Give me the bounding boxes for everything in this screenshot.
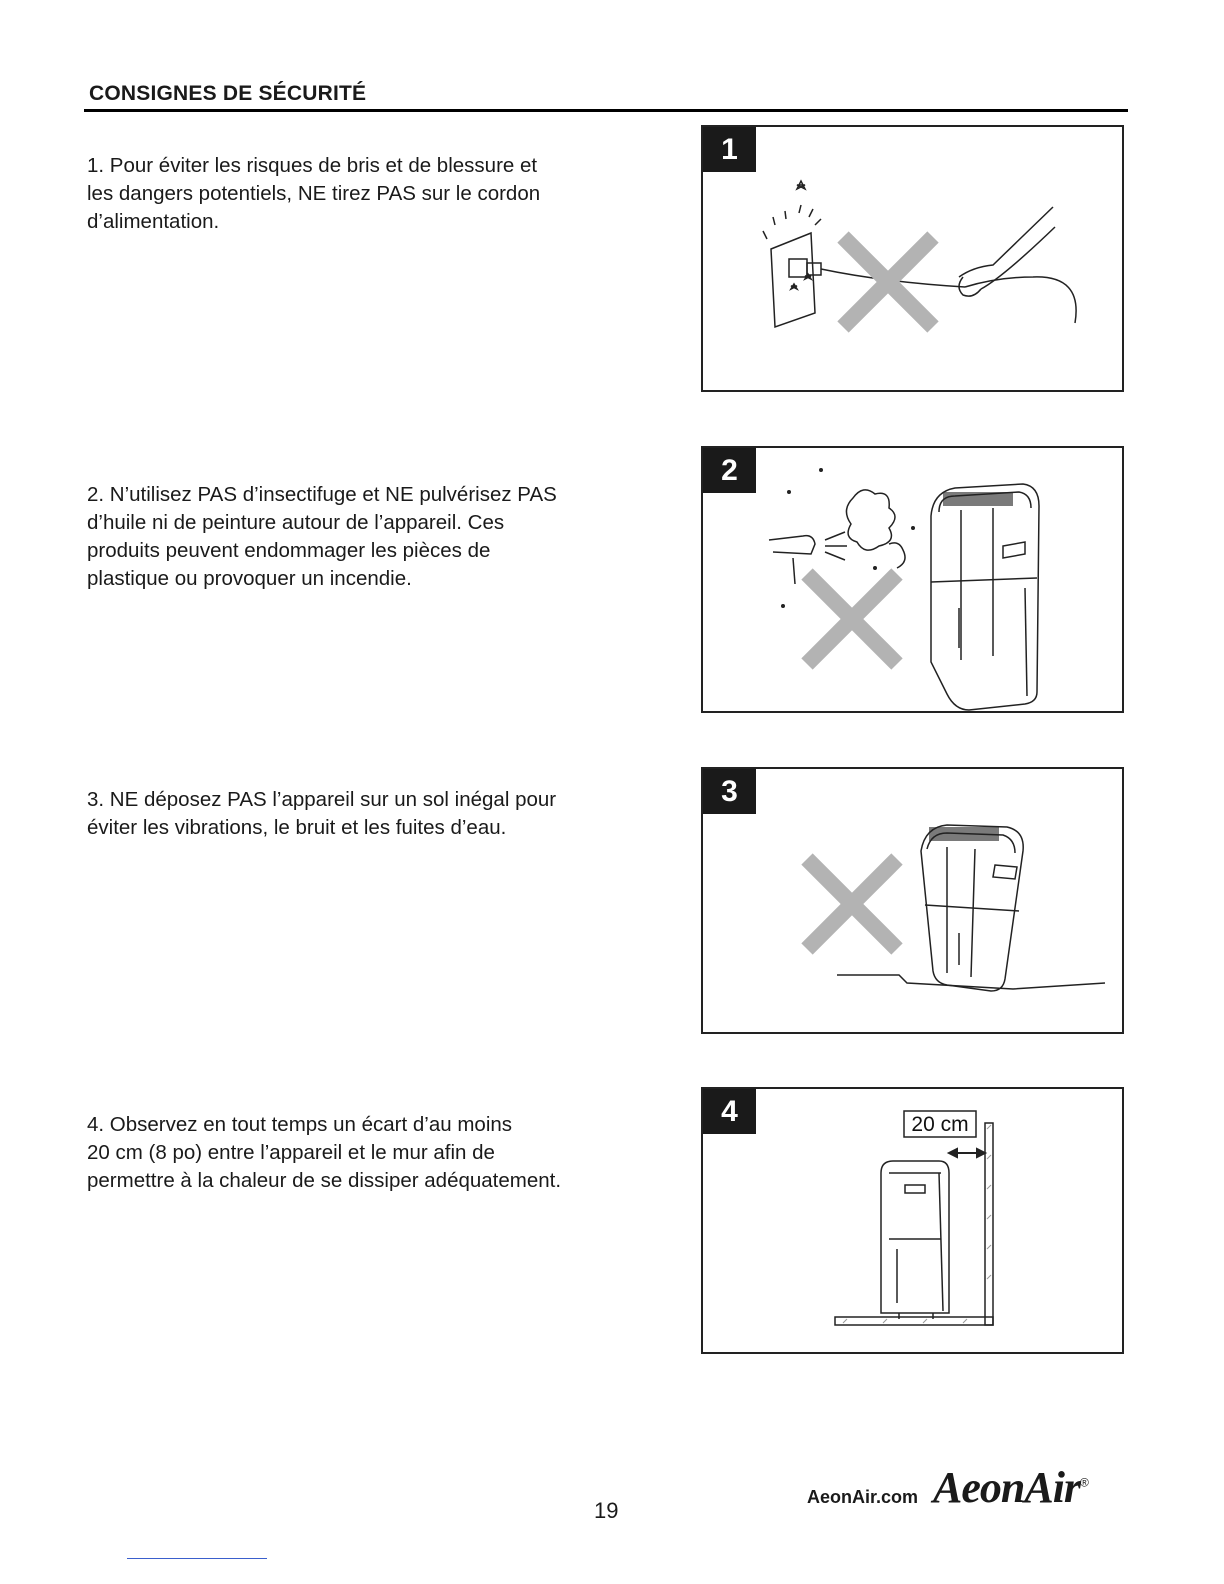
brand-logo (933, 1462, 1088, 1513)
registered-mark: ® (1080, 1475, 1088, 1490)
wall-clearance-illustration (703, 1089, 1126, 1356)
footer-url: AeonAir.com (807, 1487, 919, 1507)
instruction-1-text: 1. Pour éviter les risques de bris et de blessure et les dangers potentiels, NE tirez PAS sur le cordon d’alimentation. (87, 154, 541, 233)
illustration-panel-4 (701, 1087, 1124, 1354)
step-badge-3: 3 (703, 769, 756, 814)
instruction-2-text: 2. N’utilisez PAS d’insectifuge et NE pulvérisez PAS d’huile ni de peinture autour de l’appareil. Ces produits peuvent endommager les pièces de plastique ou provoquer un incendie. (87, 483, 557, 590)
pull-cord-illustration (703, 127, 1126, 394)
illustration-panel-3 (701, 767, 1124, 1034)
page-number: 19 (594, 1498, 619, 1523)
clearance-label: 20 cm (911, 1113, 969, 1136)
section-title: CONSIGNES DE SÉCURITÉ (89, 82, 367, 105)
step-badge-4: 4 (703, 1089, 756, 1134)
step-badge-2: 2 (703, 448, 756, 493)
title-rule (84, 109, 1128, 112)
instruction-4-text: 4. Observez en tout temps un écart d’au moins 20 cm (8 po) entre l’appareil et le mur afin de permettre à la chaleur de se dissiper adéquatement. (87, 1113, 562, 1192)
brand-logo-text: AeonAir (933, 1463, 1081, 1512)
instruction-3-text: 3. NE déposez PAS l’appareil sur un sol inégal pour éviter les vibrations, le bruit et les fuites d’eau. (87, 788, 557, 839)
spray-illustration (703, 448, 1126, 715)
bottom-link-line (127, 1558, 267, 1559)
illustration-panel-2 (701, 446, 1124, 713)
step-badge-1: 1 (703, 127, 756, 172)
uneven-floor-illustration (703, 769, 1126, 1036)
illustration-panel-1 (701, 125, 1124, 392)
